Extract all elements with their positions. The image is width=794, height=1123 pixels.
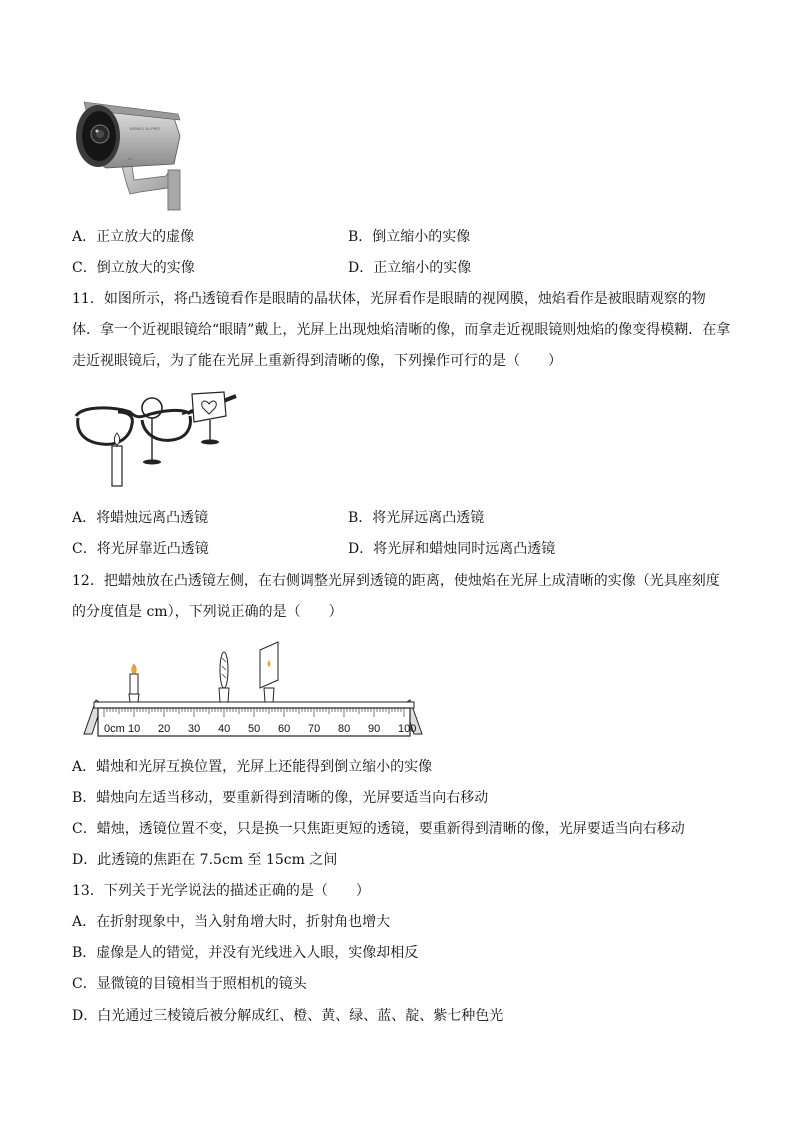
q11-stem: 11．如图所示，将凸透镜看作是眼睛的晶状体，光屏看作是眼睛的视网膜，烛焰看作是被眼睛观察的物体．拿一个近视眼镜给“眼睛”戴上，光屏上出现烛焰清晰的像，而拿走近视眼镜则烛焰的像变得模糊．在拿走近视眼镜后，为了能在光屏上重新得到清晰的像，下列操作可行的是（ ） [72,291,731,369]
camera-brand-label: KENKO JU PRO [130,126,160,131]
q10-option-b[interactable]: B．倒立缩小的实像 [348,229,471,245]
bench-tick-label: 90 [368,723,381,735]
bench-tick-label: 80 [338,723,351,735]
bench-tick-label: 30 [188,723,201,735]
surveillance-camera-image [70,96,190,214]
bench-tick-label: 40 [218,723,231,735]
glasses-experiment-image [72,388,240,494]
q12-option-b[interactable]: B．蜡烛向左适当移动，要重新得到清晰的像，光屏要适当向右移动 [72,790,489,806]
bench-tick-label: 10 [128,723,141,735]
bench-tick-label: 50 [248,723,261,735]
q11-option-c[interactable]: C．将光屏靠近凸透镜 [72,541,209,557]
svg-text:≡ ≡: ≡ ≡ [128,157,133,161]
q10-option-a[interactable]: A．正立放大的虚像 [72,229,195,245]
bench-tick-label: 70 [308,723,321,735]
q12-option-a[interactable]: A．蜡烛和光屏互换位置，光屏上还能得到倒立缩小的实像 [72,759,433,775]
q11-option-b[interactable]: B．将光屏远离凸透镜 [348,510,485,526]
bench-tick-label: 20 [158,723,171,735]
convex-lens-on-bench [219,652,229,702]
q13-option-c[interactable]: C．显微镜的目镜相当于照相机的镜头 [72,976,307,992]
q12-option-d[interactable]: D．此透镜的焦距在 7.5cm 至 15cm 之间 [72,852,338,868]
q12-option-c[interactable]: C．蜡烛，透镜位置不变，只是换一只焦距更短的透镜，要重新得到清晰的像，光屏要适当向右移动 [72,821,685,837]
q13-option-a[interactable]: A．在折射现象中，当入射角增大时，折射角也增大 [72,914,391,930]
q10-option-d[interactable]: D．正立缩小的实像 [348,260,472,276]
q13-option-b[interactable]: B．虚像是人的错觉，并没有光线进入人眼，实像却相反 [72,945,419,961]
q11-option-d[interactable]: D．将光屏和蜡烛同时远离凸透镜 [348,541,556,557]
q10-option-c[interactable]: C．倒立放大的实像 [72,260,195,276]
bench-tick-label: 60 [278,723,291,735]
light-screen-on-bench [260,642,278,702]
q13-option-d[interactable]: D．白光通过三棱镜后被分解成红、橙、黄、绿、蓝、靛、紫七种色光 [72,1008,504,1024]
q11-option-a[interactable]: A．将蜡烛远离凸透镜 [72,510,209,526]
candle-on-bench [129,664,139,702]
bench-tick-label: 0cm [104,723,125,735]
optical-bench-image [78,638,434,740]
bench-tick-label: 100 [398,723,417,735]
q12-stem: 12．把蜡烛放在凸透镜左侧，在右侧调整光屏到透镜的距离，使烛焰在光屏上成清晰的实像（光具座刻度的分度值是 cm），下列说正确的是（ ） [72,573,720,620]
q13-stem: 13．下列关于光学说法的描述正确的是（ ） [72,883,370,899]
